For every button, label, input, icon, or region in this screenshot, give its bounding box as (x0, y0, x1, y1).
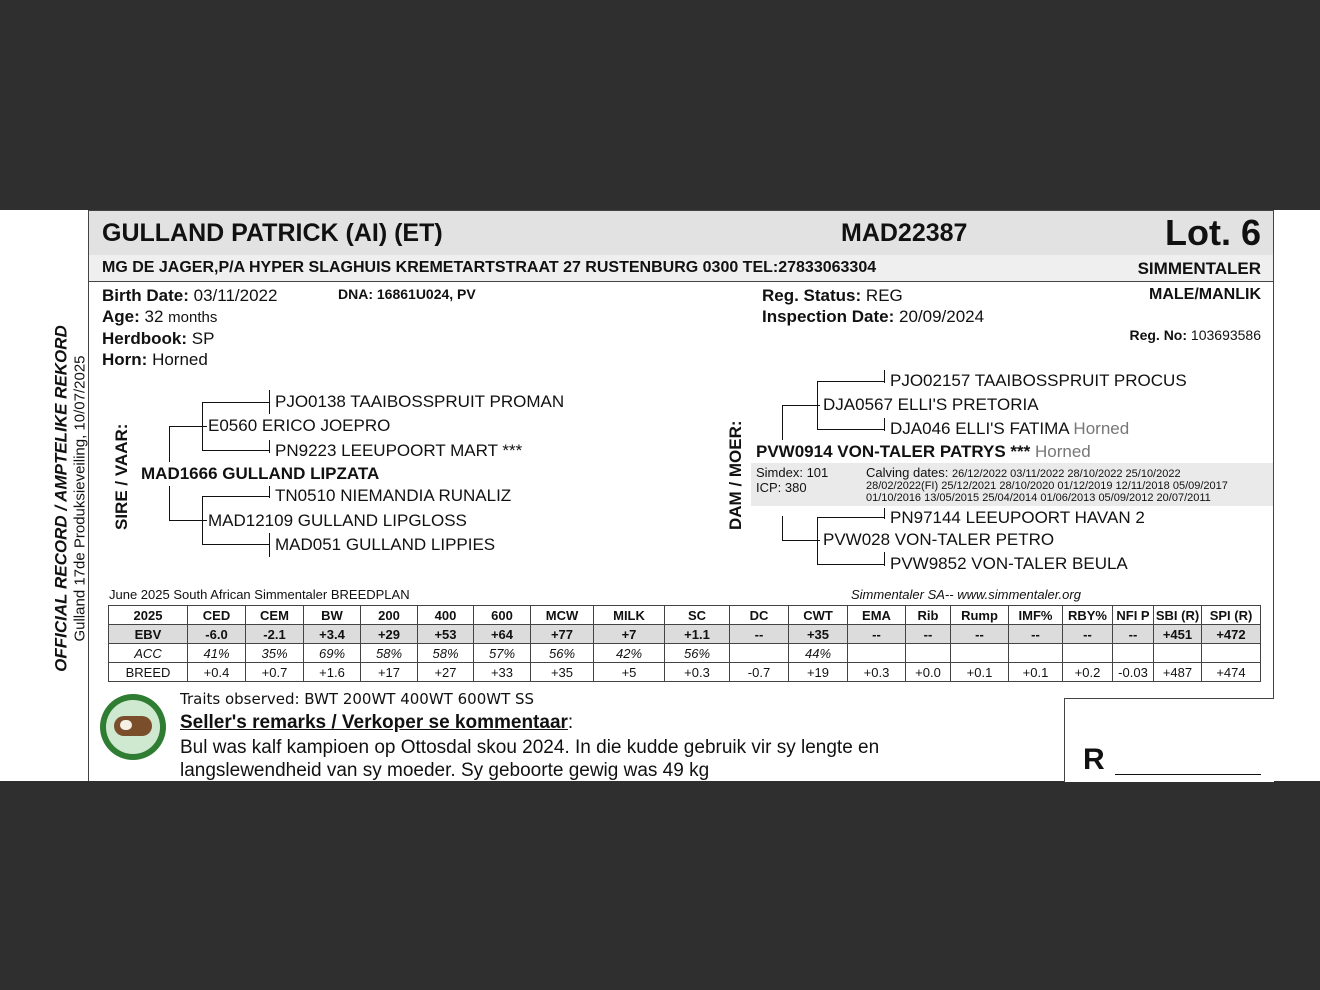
breedplan-cell-headers-10: DC (730, 606, 789, 625)
horn-row: Horn: Horned (102, 350, 208, 369)
breedplan-cell-breed-13: +0.0 (906, 663, 951, 682)
breedplan-cell-ebv-5: +53 (418, 625, 474, 644)
breedplan-cell-headers-1: CED (188, 606, 246, 625)
breedplan-cell-breed-10: -0.7 (730, 663, 789, 682)
breedplan-cell-headers-8: MILK (594, 606, 665, 625)
sale-lot-card (0, 210, 1320, 781)
breedplan-cell-breed-16: +0.2 (1063, 663, 1113, 682)
sire-dam: MAD12109 GULLAND LIPGLOSS (208, 511, 467, 530)
breedplan-cell-breed-17: -0.03 (1113, 663, 1154, 682)
reg-status: REG (865, 286, 903, 305)
owner-bar (89, 255, 1273, 282)
breedplan-cell-acc-12 (848, 644, 906, 663)
breedplan-cell-breed-2: +0.7 (246, 663, 304, 682)
breedplan-cell-headers-6: 600 (474, 606, 531, 625)
breedplan-cell-ebv-6: +64 (474, 625, 531, 644)
auction-label: Gulland 17de Produksieveiling, 10/07/2025 (71, 355, 89, 642)
breedplan-breed-row (109, 663, 1261, 682)
sire-sire-dam: PN9223 LEEUPOORT MART *** (275, 441, 523, 460)
breedplan-cell-ebv-17: -- (1113, 625, 1154, 644)
breedplan-cell-ebv-16: -- (1063, 625, 1113, 644)
breedplan-cell-ebv-19: +472 (1202, 625, 1261, 644)
price-box (1064, 698, 1274, 782)
dam-icp: ICP: 380 (756, 480, 807, 495)
breedplan-cell-breed-9: +0.3 (665, 663, 730, 682)
breedplan-website: Simmentaler SA-- www.simmentaler.org (851, 587, 1081, 602)
breedplan-cell-acc-18 (1154, 644, 1202, 663)
dam-name: PVW0914 VON-TALER PATRYS *** Horned (756, 442, 1091, 461)
breedplan-cell-headers-12: EMA (848, 606, 906, 625)
breedplan-cell-acc-4: 58% (361, 644, 418, 663)
price-line[interactable] (1115, 774, 1261, 775)
breedplan-cell-headers-0: 2025 (109, 606, 188, 625)
breedplan-cell-ebv-10: -- (730, 625, 789, 644)
breedplan-cell-headers-4: 200 (361, 606, 418, 625)
breedplan-cell-acc-11: 44% (789, 644, 848, 663)
inspection-date: 20/09/2024 (898, 307, 985, 326)
dam-dam-dam: PVW9852 VON-TALER BEULA (890, 554, 1128, 573)
breedplan-header-row (109, 606, 1261, 625)
breedplan-cell-ebv-8: +7 (594, 625, 665, 644)
dna-info: DNA: 16861U024, PV (338, 286, 476, 302)
breedplan-cell-headers-11: CWT (789, 606, 848, 625)
breedplan-cell-headers-17: NFI P (1113, 606, 1154, 625)
age-row: Age: 32 months (102, 307, 218, 326)
breedplan-cell-breed-15: +0.1 (1009, 663, 1063, 682)
breedplan-cell-ebv-3: +3.4 (304, 625, 361, 644)
breedplan-cell-acc-2: 35% (246, 644, 304, 663)
breedplan-cell-acc-8: 42% (594, 644, 665, 663)
animal-code: MAD22387 (841, 219, 968, 247)
side-record-text (52, 249, 89, 749)
breedplan-cell-acc-13 (906, 644, 951, 663)
sire-sire: E0560 ERICO JOEPRO (208, 416, 391, 435)
dam-sire-sire: PJO02157 TAAIBOSSPRUIT PROCUS (890, 371, 1187, 390)
breedplan-acc-row (109, 644, 1261, 663)
breedplan-cell-headers-2: CEM (246, 606, 304, 625)
breedplan-cell-headers-19: SPI (R) (1202, 606, 1261, 625)
breedplan-cell-breed-7: +35 (531, 663, 594, 682)
breedplan-cell-breed-5: +27 (418, 663, 474, 682)
dam-production-box: Simdex: 101 ICP: 380 Calving dates: 26/12/2022 03/11/2022 28/10/2022 25/10/2022 28/02/2022(FI) 25/12/2021 28/10/2020 01/12/2019 12/11/2018 05/09/2017 01/10/2016 13/05/2015 25/04/2014 01/06/2013 05/09/2012 20/07/2011 (751, 463, 1273, 506)
sire-sire-sire: PJO0138 TAAIBOSSPRUIT PROMAN (275, 392, 565, 411)
breedplan-table (108, 605, 1261, 682)
dam-simdex: Simdex: 101 (756, 465, 829, 480)
breedplan-cell-acc-10 (730, 644, 789, 663)
animal-details (102, 285, 277, 370)
animal-name: GULLAND PATRICK (AI) (ET) (102, 219, 443, 247)
traits-observed: Traits observed: BWT 200WT 400WT 600WT SS (180, 690, 535, 708)
dam-sire: DJA0567 ELLI'S PRETORIA (823, 395, 1039, 414)
sire-name: MAD1666 GULLAND LIPZATA (141, 464, 380, 483)
breedplan-cell-ebv-4: +29 (361, 625, 418, 644)
breedplan-cell-acc-9: 56% (665, 644, 730, 663)
breedplan-cell-ebv-9: +1.1 (665, 625, 730, 644)
breedplan-cell-headers-18: SBI (R) (1154, 606, 1202, 625)
official-record-label: OFFICIAL RECORD / AMPTELIKE REKORD (51, 325, 71, 672)
breedplan-cell-acc-14 (951, 644, 1009, 663)
breedplan-cell-headers-7: MCW (531, 606, 594, 625)
breedplan-cell-acc-17 (1113, 644, 1154, 663)
remarks-title: Seller's remarks / Verkoper se kommentaar: (180, 712, 574, 733)
breedplan-cell-breed-3: +1.6 (304, 663, 361, 682)
breedplan-cell-headers-14: Rump (951, 606, 1009, 625)
breedplan-cell-acc-5: 58% (418, 644, 474, 663)
breedplan-cell-acc-3: 69% (304, 644, 361, 663)
dam-dam-sire: PN97144 LEEUPOORT HAVAN 2 (890, 508, 1145, 527)
breedplan-caption: June 2025 South African Simmentaler BREEDPLAN (109, 587, 410, 602)
breedplan-cell-headers-9: SC (665, 606, 730, 625)
title-bar (89, 210, 1273, 256)
breedplan-cell-ebv-18: +451 (1154, 625, 1202, 644)
breedplan-cell-acc-16 (1063, 644, 1113, 663)
breedplan-cell-breed-18: +487 (1154, 663, 1202, 682)
breedplan-cell-ebv-11: +35 (789, 625, 848, 644)
breedplan-cell-ebv-14: -- (951, 625, 1009, 644)
breedplan-cell-breed-12: +0.3 (848, 663, 906, 682)
breedplan-cell-breed-8: +5 (594, 663, 665, 682)
dam-dam: PVW028 VON-TALER PETRO (823, 530, 1055, 549)
breedplan-cell-ebv-7: +77 (531, 625, 594, 644)
breedplan-cell-ebv-0: EBV (109, 625, 188, 644)
sire-label: SIRE / VAAR: (112, 423, 131, 530)
breedplan-cell-acc-0: ACC (109, 644, 188, 663)
breedplan-cell-acc-1: 41% (188, 644, 246, 663)
breedplan-cell-headers-3: BW (304, 606, 361, 625)
simmentaler-logo-icon (100, 694, 166, 760)
age-value: 32 (144, 307, 164, 326)
breedplan-cell-headers-15: IMF% (1009, 606, 1063, 625)
breedplan-cell-headers-13: Rib (906, 606, 951, 625)
owner-address: MG DE JAGER,P/A HYPER SLAGHUIS KREMETARTSTRAAT 27 RUSTENBURG 0300 TEL:27833063304 (102, 259, 877, 276)
birth-date-row: Birth Date: 03/11/2022 (102, 286, 278, 305)
breedplan-cell-breed-4: +17 (361, 663, 418, 682)
breedplan-cell-acc-19 (1202, 644, 1261, 663)
birth-date: 03/11/2022 (193, 286, 278, 305)
breedplan-cell-headers-5: 400 (418, 606, 474, 625)
calving-dates: Calving dates: 26/12/2022 03/11/2022 28/10/2022 25/10/2022 (866, 465, 1181, 480)
breedplan-cell-ebv-13: -- (906, 625, 951, 644)
breedplan-cell-acc-6: 57% (474, 644, 531, 663)
reg-number: Reg. No: 103693586 (1129, 327, 1261, 343)
remarks-text: Bul was kalf kampioen op Ottosdal skou 2024. In die kudde gebruik vir sy lengte en langslewendheid van sy moeder. Sy geboorte gewig was 49 kg (180, 737, 880, 781)
breedplan-cell-acc-7: 56% (531, 644, 594, 663)
breedplan-cell-ebv-12: -- (848, 625, 906, 644)
breedplan-cell-breed-6: +33 (474, 663, 531, 682)
side-strip (0, 210, 88, 781)
breedplan-cell-breed-1: +0.4 (188, 663, 246, 682)
lot-box (88, 210, 1274, 781)
breedplan-cell-breed-19: +474 (1202, 663, 1261, 682)
sire-dam-sire: TN0510 NIEMANDIA RUNALIZ (275, 486, 512, 505)
dam-label: DAM / MOER: (726, 420, 745, 530)
breedplan-cell-breed-11: +19 (789, 663, 848, 682)
breedplan-cell-ebv-2: -2.1 (246, 625, 304, 644)
sire-dam-dam: MAD051 GULLAND LIPPIES (275, 535, 496, 554)
price-symbol: R (1083, 743, 1105, 776)
breedplan-cell-headers-16: RBY% (1063, 606, 1113, 625)
registration-details: Reg. Status: REG Inspection Date: 20/09/2024 (762, 286, 985, 326)
breedplan-cell-ebv-15: -- (1009, 625, 1063, 644)
breed-name: SIMMENTALER (1137, 259, 1261, 278)
breedplan-ebv-row (109, 625, 1261, 644)
dam-sire-dam: DJA046 ELLI'S FATIMA Horned (890, 419, 1130, 438)
breedplan-cell-ebv-1: -6.0 (188, 625, 246, 644)
sex-label: MALE/MANLIK (1149, 286, 1261, 303)
breedplan-cell-breed-0: BREED (109, 663, 188, 682)
breedplan-cell-breed-14: +0.1 (951, 663, 1009, 682)
breedplan-cell-acc-15 (1009, 644, 1063, 663)
herdbook-row: Herdbook: SP (102, 329, 215, 348)
lot-number: Lot. 6 (1165, 212, 1261, 253)
